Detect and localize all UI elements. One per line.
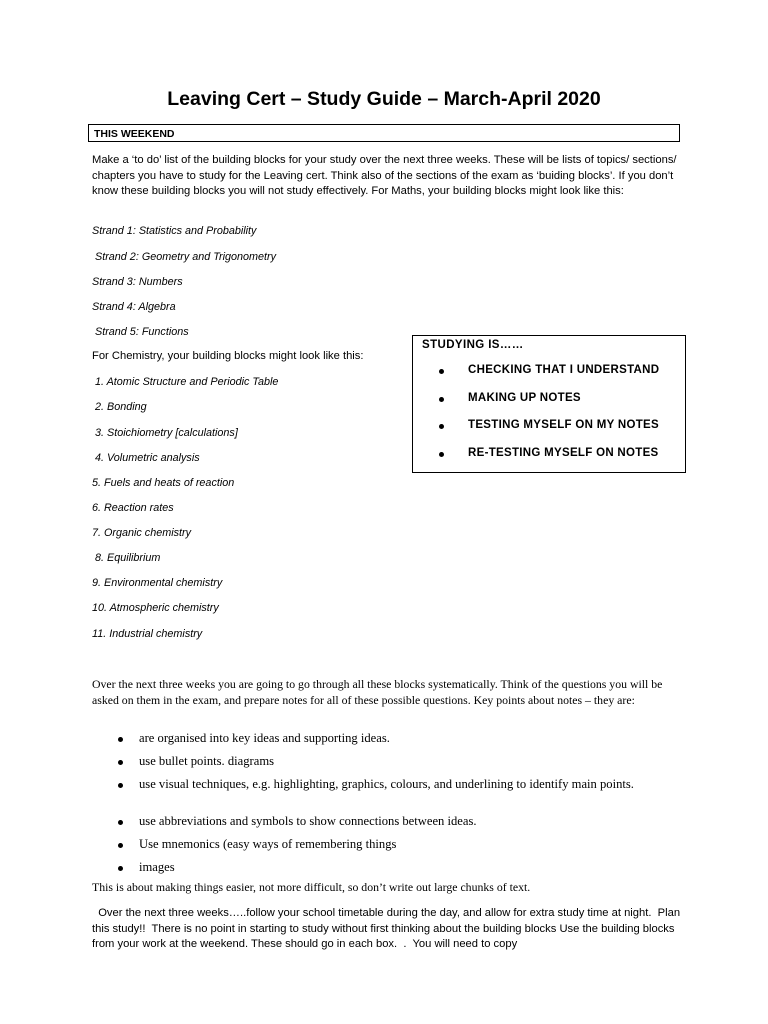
list-item-text: Use mnemonics (easy ways of remembering things [139,837,397,851]
bullet-icon [118,783,123,788]
list-item-text: use abbreviations and symbols to show connections between ideas. [139,814,477,828]
bullet-icon [439,369,444,374]
chemistry-block-6: 6. Reaction rates [92,502,174,514]
studying-item-label: TESTING MYSELF ON MY NOTES [468,419,659,431]
easier-note: This is about making things easier, not more difficult, so don’t write out large chunks of text. [92,880,531,894]
studying-is-box [412,335,686,473]
chemistry-block-2: 2. Bonding [92,401,147,413]
chemistry-block-3: 3. Stoichiometry [calculations] [92,427,238,439]
maths-strand-1: Strand 1: Statistics and Probability [92,225,257,237]
chemistry-block-10: 10. Atmospheric chemistry [92,602,219,614]
bullet-icon [439,397,444,402]
bullet-icon [118,760,123,765]
chemistry-block-11: 11. Industrial chemistry [92,628,203,640]
this-weekend-header-box: THIS WEEKEND [88,124,680,142]
bullet-icon [118,737,123,742]
notes-intro-paragraph: Over the next three weeks you are going to go through all these blocks systematically. Think of the questions you will be asked on them in the exam, and prepare notes for all of these possible questions. Key points about notes – they are: [92,677,663,707]
list-item-text: images [139,860,175,874]
chemistry-block-9: 9. Environmental chemistry [92,577,223,589]
maths-strand-3: Strand 3: Numbers [92,276,183,288]
list-item-text: are organised into key ideas and supporting ideas. [139,731,390,745]
chemistry-block-1: 1. Atomic Structure and Periodic Table [92,376,279,388]
list-item-text: use bullet points. diagrams [139,754,275,768]
studying-item-label: CHECKING THAT I UNDERSTAND [468,364,660,376]
page-title: Leaving Cert – Study Guide – March-April 2020 [167,88,601,110]
bullet-icon [118,866,123,871]
maths-strand-2: Strand 2: Geometry and Trigonometry [92,251,277,263]
chemistry-block-7: 7. Organic chemistry [92,527,192,539]
chemistry-intro: For Chemistry, your building blocks might look like this: [92,350,364,362]
studying-is-heading: STUDYING IS…… [422,339,524,351]
studying-item-label: RE-TESTING MYSELF ON NOTES [468,447,659,459]
maths-strand-5: Strand 5: Functions [92,326,189,338]
list-item-text: use visual techniques, e.g. highlighting, graphics, colours, and underlining to identify main points. [139,777,634,791]
bullet-icon [439,424,444,429]
maths-strand-4: Strand 4: Algebra [92,301,176,313]
closing-paragraph: Over the next three weeks…..follow your school timetable during the day, and allow for extra study time at night. Plan this study!! There is no point in starting to study without first thinking about the building blocks Use the building blocks from your work at the weekend. These should go in each box. . You will need to copy [92,907,684,950]
chemistry-block-8: 8. Equilibrium [92,552,161,564]
chemistry-block-4: 4. Volumetric analysis [92,452,200,464]
bullet-icon [118,820,123,825]
chemistry-block-5: 5. Fuels and heats of reaction [92,477,235,489]
studying-item-label: MAKING UP NOTES [468,392,581,404]
intro-paragraph: Make a ‘to do’ list of the building blocks for your study over the next three weeks. These will be lists of topics/ sections/ chapters you have to study for the Leaving cert. Think also of the sections of the exam as ‘buiding blocks’. If you don’t know these building blocks you will not study effectively. For Maths, your building blocks might look like this: [92,154,677,198]
bullet-icon [118,843,123,848]
bullet-icon [439,452,444,457]
